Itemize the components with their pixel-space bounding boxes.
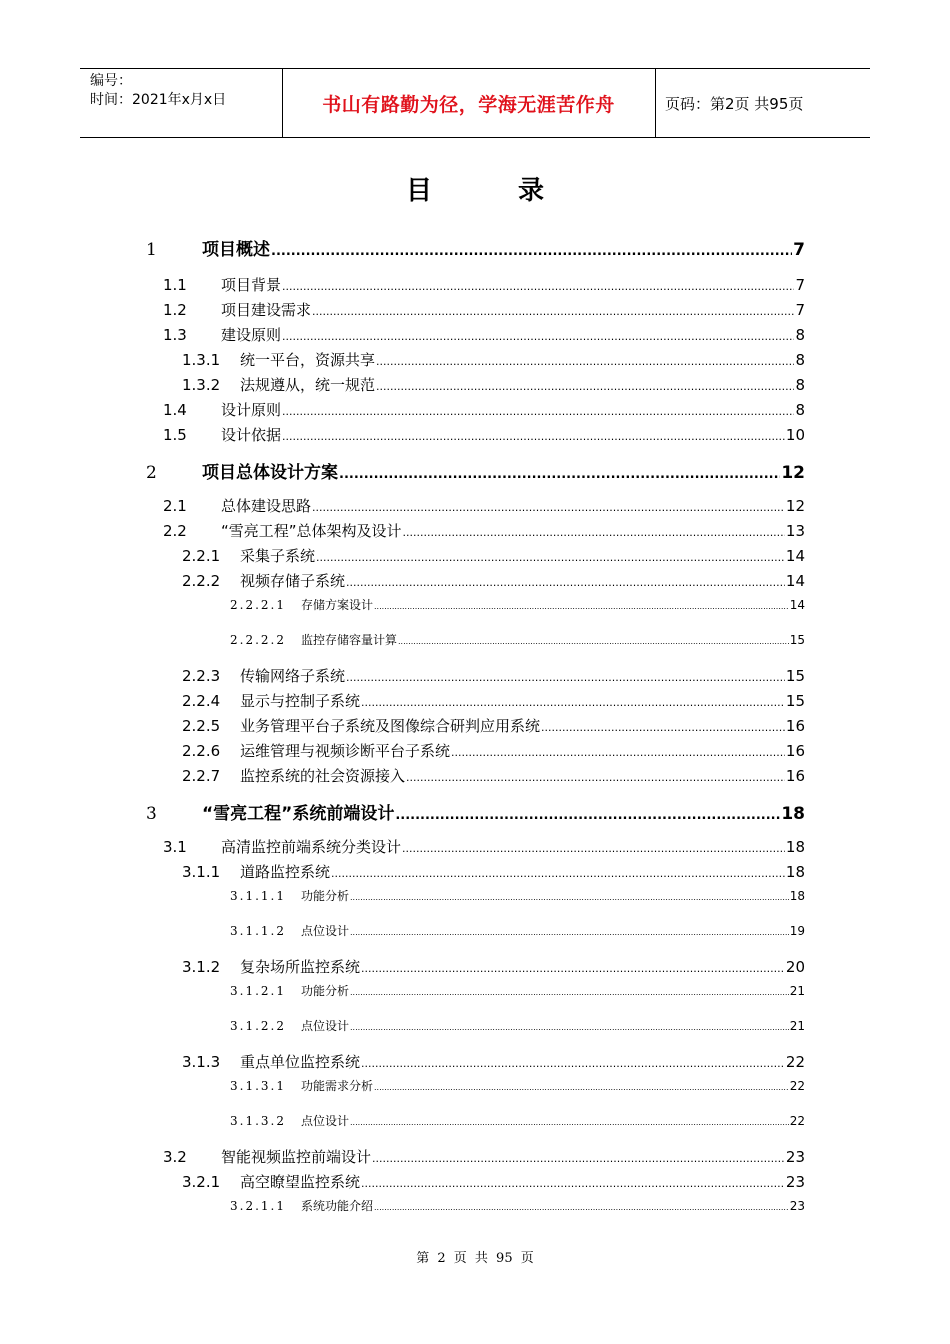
toc-entry[interactable] xyxy=(182,765,805,786)
toc-entry-page: 21 xyxy=(789,1019,805,1033)
toc-entry-number: 3.1.2 xyxy=(182,958,221,976)
toc-entry-page: 14 xyxy=(785,572,805,590)
toc-dot-leader xyxy=(403,522,785,540)
toc-entry-title: 传输网络子系统 xyxy=(240,667,346,685)
toc-entry-page: 20 xyxy=(785,958,805,976)
toc-entry[interactable] xyxy=(182,570,805,591)
toc-entry[interactable] xyxy=(182,956,805,977)
toc-entry-title: 视频存储子系统 xyxy=(240,572,346,590)
toc-dot-leader xyxy=(395,804,780,824)
page-footer: 第 2 页 共 95 页 xyxy=(416,1251,534,1266)
toc-entry-number: 2.1 xyxy=(163,497,187,515)
toc-dot-leader xyxy=(271,240,792,260)
toc-entry-page: 7 xyxy=(795,301,805,319)
toc-entry-number: 2.2.2.1 xyxy=(230,598,286,612)
toc-entry-title: 功能分析 xyxy=(301,889,350,903)
toc-entry-number: 1.4 xyxy=(163,401,187,419)
toc-entry-title: “雪亮工程”总体架构及设计 xyxy=(221,522,402,540)
toc-entry-number: 1.5 xyxy=(163,426,187,444)
toc-entry-number: 1.2 xyxy=(163,301,187,319)
toc-dot-leader xyxy=(361,692,785,710)
toc-entry-title: 系统功能介绍 xyxy=(301,1199,374,1213)
toc-entry-page: 18 xyxy=(789,889,805,903)
toc-entry[interactable] xyxy=(182,349,805,370)
toc-dot-leader xyxy=(541,717,785,735)
toc-entry[interactable] xyxy=(182,1051,805,1072)
toc-entry[interactable] xyxy=(230,922,805,939)
toc-entry[interactable] xyxy=(163,299,805,320)
toc-dot-leader xyxy=(374,1199,789,1213)
toc-entry-number: 1.1 xyxy=(163,276,187,294)
toc-entry-title: 业务管理平台子系统及图像综合研判应用系统 xyxy=(240,717,541,735)
toc-entry-number: 3.2 xyxy=(163,1148,187,1166)
toc-entry-page: 16 xyxy=(785,742,805,760)
toc-entry-number: 2.2.6 xyxy=(182,742,221,760)
toc-dot-leader xyxy=(350,1019,789,1033)
toc-entry-number: 3.1 xyxy=(163,838,187,856)
toc-entry-number: 1.3 xyxy=(163,326,187,344)
toc-entry[interactable] xyxy=(182,690,805,711)
toc-entry-page: 8 xyxy=(795,351,805,369)
toc-entry-title: 显示与控制子系统 xyxy=(240,692,361,710)
toc-dot-leader xyxy=(339,463,780,483)
toc-entry-page: 7 xyxy=(795,276,805,294)
toc-dot-leader xyxy=(372,1148,785,1166)
toc-entry-number: 3.1.1.1 xyxy=(230,889,286,903)
toc-dot-leader xyxy=(282,401,794,419)
toc-entry-title: 复杂场所监控系统 xyxy=(240,958,361,976)
toc-entry-number: 2.2.3 xyxy=(182,667,221,685)
toc-entry-page: 22 xyxy=(789,1079,805,1093)
toc-entry-title: 功能需求分析 xyxy=(301,1079,374,1093)
toc-entry-title: 监控存储容量计算 xyxy=(301,633,398,647)
toc-entry-page: 19 xyxy=(789,924,805,938)
toc-entry[interactable] xyxy=(230,887,805,904)
toc-dot-leader xyxy=(361,958,785,976)
toc-entry-number: 3.1.3.2 xyxy=(230,1114,286,1128)
toc-entry-number: 1 xyxy=(146,240,157,260)
toc-dot-leader xyxy=(361,1173,785,1191)
toc-dot-leader xyxy=(374,598,789,612)
toc-entry-title: 项目总体设计方案 xyxy=(202,463,338,483)
header-page-info: 页码：第2页 共95页 xyxy=(665,94,804,113)
toc-entry-page: 23 xyxy=(785,1148,805,1166)
toc-entry-number: 3.1.3.1 xyxy=(230,1079,286,1093)
toc-entry-page: 15 xyxy=(785,667,805,685)
toc-entry-page: 12 xyxy=(785,497,805,515)
toc-entry-number: 2.2.2 xyxy=(182,572,221,590)
toc-entry-number: 2.2.1 xyxy=(182,547,221,565)
toc-entry[interactable] xyxy=(163,520,805,541)
toc-entry-number: 1.3.2 xyxy=(182,376,221,394)
toc-entry-title: 设计依据 xyxy=(221,426,282,444)
toc-entry-page: 10 xyxy=(785,426,805,444)
toc-title-char: 目 xyxy=(405,176,432,206)
toc-dot-leader xyxy=(398,633,789,647)
toc-entry[interactable] xyxy=(182,665,805,686)
toc-entry-title: 点位设计 xyxy=(301,924,350,938)
toc-entry[interactable] xyxy=(182,861,805,882)
toc-entry-page: 18 xyxy=(785,863,805,881)
toc-dot-leader xyxy=(402,838,785,856)
toc-entry-title: 存储方案设计 xyxy=(301,598,374,612)
toc-dot-leader xyxy=(406,767,785,785)
document-date: 时间：2021年x月x日 xyxy=(90,92,227,108)
toc-entry-page: 21 xyxy=(789,984,805,998)
toc-entry-title: 高空瞭望监控系统 xyxy=(240,1173,361,1191)
toc-entry[interactable] xyxy=(182,545,805,566)
toc-entry-page: 12 xyxy=(781,463,805,483)
toc-entry-title: 总体建设思路 xyxy=(221,497,312,515)
toc-entry-title: 项目背景 xyxy=(221,276,282,294)
toc-dot-leader xyxy=(451,742,785,760)
header-motto: 书山有路勤为径，学海无涯苦作舟 xyxy=(322,93,615,116)
toc-entry-number: 2 xyxy=(146,463,157,483)
toc-entry[interactable] xyxy=(182,740,805,761)
toc-entry[interactable] xyxy=(163,424,805,445)
toc-dot-leader xyxy=(346,572,785,590)
toc-entry[interactable] xyxy=(146,235,805,260)
toc-entry[interactable] xyxy=(230,1112,805,1129)
toc-entry-title: 功能分析 xyxy=(301,984,350,998)
toc-entry-title: 法规遵从，统一规范 xyxy=(240,376,376,394)
toc-entry[interactable] xyxy=(182,715,805,736)
toc-entry-title: 点位设计 xyxy=(301,1019,350,1033)
toc-dot-leader xyxy=(350,924,789,938)
toc-entry[interactable] xyxy=(182,1171,805,1192)
toc-entry[interactable] xyxy=(146,458,805,483)
toc-dot-leader xyxy=(312,301,794,319)
toc-dot-leader xyxy=(282,426,785,444)
toc-entry-number: 3.1.3 xyxy=(182,1053,221,1071)
toc-entry[interactable] xyxy=(163,274,805,295)
toc-entry-page: 15 xyxy=(785,692,805,710)
toc-entry-title: 建设原则 xyxy=(221,326,282,344)
toc-entry-number: 3 xyxy=(146,804,157,824)
toc-dot-leader xyxy=(376,351,794,369)
toc-entry[interactable] xyxy=(230,982,805,999)
toc-entry-title: 监控系统的社会资源接入 xyxy=(240,767,406,785)
toc-entry-page: 22 xyxy=(785,1053,805,1071)
toc-entry-title: 点位设计 xyxy=(301,1114,350,1128)
toc-entry-page: 8 xyxy=(795,326,805,344)
toc-entry-number: 2.2 xyxy=(163,522,187,540)
toc-entry-page: 18 xyxy=(781,804,805,824)
toc-entry-title: 设计原则 xyxy=(221,401,282,419)
toc-entry[interactable] xyxy=(163,1146,805,1167)
toc-entry-title: “雪亮工程”系统前端设计 xyxy=(202,804,395,824)
toc-entry-page: 23 xyxy=(785,1173,805,1191)
toc-entry[interactable] xyxy=(163,324,805,345)
toc-entry-page: 14 xyxy=(785,547,805,565)
toc-dot-leader xyxy=(350,1114,789,1128)
toc-entry-page: 18 xyxy=(785,838,805,856)
toc-entry-page: 16 xyxy=(785,717,805,735)
toc-entry-title: 项目概述 xyxy=(202,240,270,260)
toc-title-char: 录 xyxy=(518,176,545,206)
toc-entry-number: 3.1.2.1 xyxy=(230,984,286,998)
toc-dot-leader xyxy=(346,667,785,685)
toc-entry-page: 13 xyxy=(785,522,805,540)
toc-entry-page: 15 xyxy=(789,633,805,647)
toc-dot-leader xyxy=(361,1053,785,1071)
toc-entry-page: 7 xyxy=(793,240,805,260)
toc-entry[interactable] xyxy=(230,631,805,648)
toc-entry-number: 3.1.1 xyxy=(182,863,221,881)
toc-entry-title: 统一平台，资源共享 xyxy=(240,351,376,369)
toc-dot-leader xyxy=(312,497,785,515)
toc-entry-number: 3.2.1 xyxy=(182,1173,221,1191)
toc-dot-leader xyxy=(350,889,789,903)
toc-entry[interactable] xyxy=(163,399,805,420)
toc-dot-leader xyxy=(282,326,794,344)
toc-entry-title: 道路监控系统 xyxy=(240,863,331,881)
toc-entry-title: 项目建设需求 xyxy=(221,301,312,319)
toc-entry-page: 8 xyxy=(795,376,805,394)
toc-entry[interactable] xyxy=(230,1077,805,1094)
toc-entry-number: 3.2.1.1 xyxy=(230,1199,286,1213)
toc-entry[interactable] xyxy=(230,1017,805,1034)
toc-entry-number: 2.2.4 xyxy=(182,692,221,710)
toc-entry[interactable] xyxy=(163,495,805,516)
toc-entry-title: 重点单位监控系统 xyxy=(240,1053,361,1071)
toc-entry-title: 采集子系统 xyxy=(240,547,316,565)
toc-dot-leader xyxy=(376,376,794,394)
toc-entry-page: 22 xyxy=(789,1114,805,1128)
toc-entry-title: 高清监控前端系统分类设计 xyxy=(221,838,402,856)
toc-entry-number: 1.3.1 xyxy=(182,351,221,369)
toc-entry-number: 3.1.1.2 xyxy=(230,924,286,938)
toc-entry-page: 16 xyxy=(785,767,805,785)
toc-entry[interactable] xyxy=(230,1197,805,1214)
toc-dot-leader xyxy=(350,984,789,998)
toc-entry-number: 3.1.2.2 xyxy=(230,1019,286,1033)
toc-dot-leader xyxy=(331,863,785,881)
toc-entry-page: 14 xyxy=(789,598,805,612)
toc-entry-title: 智能视频监控前端设计 xyxy=(221,1148,372,1166)
toc-entry[interactable] xyxy=(163,836,805,857)
toc-dot-leader xyxy=(374,1079,789,1093)
toc-dot-leader xyxy=(316,547,785,565)
toc-entry[interactable] xyxy=(230,596,805,613)
toc-entry-number: 2.2.7 xyxy=(182,767,221,785)
toc-dot-leader xyxy=(282,276,794,294)
document-number-label: 编号： xyxy=(90,73,132,89)
toc-entry-number: 2.2.5 xyxy=(182,717,221,735)
toc-entry[interactable] xyxy=(182,374,805,395)
toc-entry-page: 8 xyxy=(795,401,805,419)
toc-entry-page: 23 xyxy=(789,1199,805,1213)
toc-entry-title: 运维管理与视频诊断平台子系统 xyxy=(240,742,451,760)
toc-entry-number: 2.2.2.2 xyxy=(230,633,286,647)
toc-entry[interactable] xyxy=(146,799,805,824)
